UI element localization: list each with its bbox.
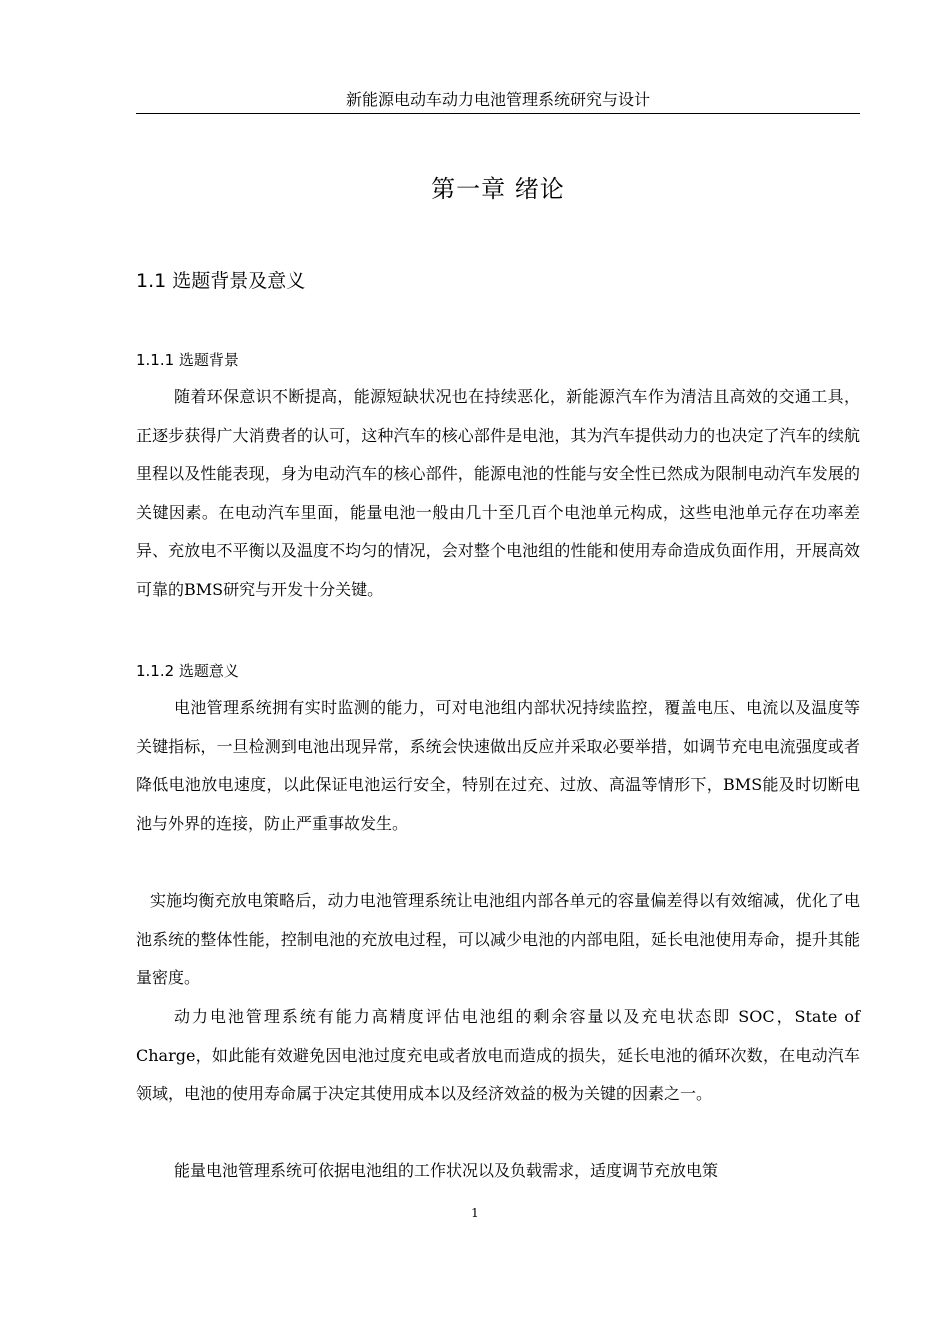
paragraph-significance-1: 电池管理系统拥有实时监测的能力，可对电池组内部状况持续监控，覆盖电压、电流以及温度等关键指标，一旦检测到电池出现异常，系统会快速做出反应并采取必要举措，如调节充电电流强度或者降低电池放电速度，以此保证电池运行安全，特别在过充、过放、高温等情形下，BMS能及时切断电池与外界的连接，防止严重事故发生。 (136, 698, 860, 833)
section-heading: 1.1 选题背景及意义 (136, 270, 306, 292)
paragraph-significance-2: 实施均衡充放电策略后，动力电池管理系统让电池组内部各单元的容量偏差得以有效缩减，优化了电池系统的整体性能，控制电池的充放电过程，可以减少电池的内部电阻，延长电池使用寿命，提升其能量密度。 (136, 891, 860, 988)
subsection-heading-significance: 1.1.2 选题意义 (136, 662, 239, 680)
paragraph-significance-4: 能量电池管理系统可依据电池组的工作状况以及负载需求，适度调节充放电策 (174, 1161, 719, 1180)
page-number: 1 (471, 1206, 479, 1220)
header-rule (136, 113, 860, 114)
chapter-title: 第一章 绪论 (431, 175, 565, 203)
paragraph-significance-3: 动力电池管理系统有能力高精度评估电池组的剩余容量以及充电状态即 SOC，State of Charge，如此能有效避免因电池过度充电或者放电而造成的损失，延长电池的循环次数，在电动汽车领域，电池的使用寿命属于决定其使用成本以及经济效益的极为关键的因素之一。 (136, 1007, 860, 1104)
subsection-heading-background: 1.1.1 选题背景 (136, 351, 239, 369)
paragraph-background: 随着环保意识不断提高，能源短缺状况也在持续恶化，新能源汽车作为清洁且高效的交通工具，正逐步获得广大消费者的认可，这种汽车的核心部件是电池，其为汽车提供动力的也决定了汽车的续航里程以及性能表现，身为电动汽车的核心部件，能源电池的性能与安全性已然成为限制电动汽车发展的关键因素。在电动汽车里面，能量电池一般由几十至几百个电池单元构成，这些电池单元存在功率差异、充放电不平衡以及温度不均匀的情况，会对整个电池组的性能和使用寿命造成负面作用，开展高效可靠的BMS研究与开发十分关键。 (136, 387, 860, 599)
running-header: 新能源电动车动力电池管理系统研究与设计 (345, 90, 650, 109)
